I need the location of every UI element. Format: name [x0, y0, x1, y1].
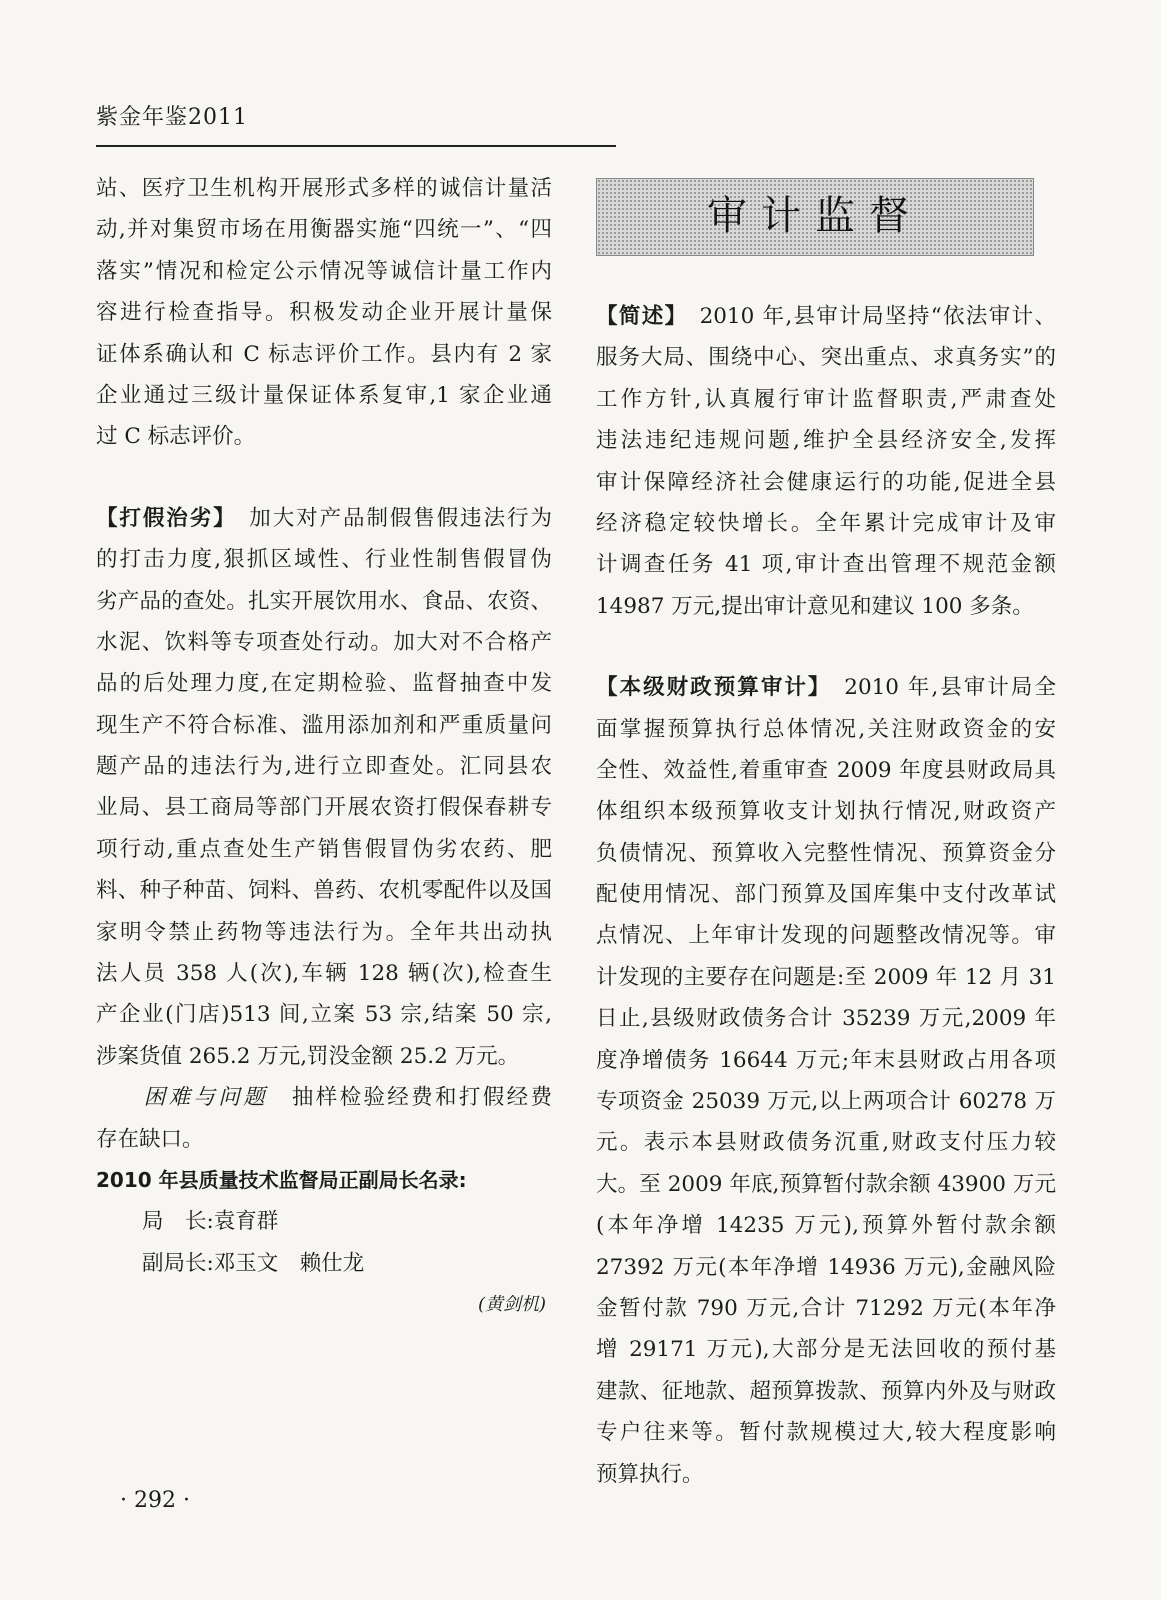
text-line: 全性、效益性,着重审查 2009 年度县财政局具 — [596, 757, 1056, 783]
text-line: 度净增债务 16644 万元;年末县财政占用各项 — [596, 1047, 1056, 1073]
text-line: 配使用情况、部门预算及国库集中支付改革试 — [596, 882, 1056, 908]
roster-director: 局 长:袁育群 — [142, 1209, 279, 1235]
text-line: 日止,县级财政债务合计 35239 万元,2009 年 — [596, 1006, 1056, 1032]
text-line: 违法违纪违规问题,维护全县经济安全,发挥 — [596, 428, 1056, 454]
text-line: 专项资金 25039 万元,以上两项合计 60278 万 — [596, 1089, 1056, 1115]
text-line — [596, 296, 1056, 337]
section-title: 审计监督 — [707, 193, 923, 240]
text-run: 加大对产品制假售假违法行为 — [249, 505, 552, 531]
text-line: 服务大局、围绕中心、突出重点、求真务实”的 — [596, 345, 1056, 371]
left-column — [96, 168, 552, 1326]
text-line: 计调查任务 41 项,审计查出管理不规范金额 — [596, 552, 1056, 578]
text-line: 项行动,重点查处生产销售假冒伪劣农药、肥 — [96, 836, 552, 862]
text-line: 大。至 2009 年底,预算暂付款余额 43900 万元 — [596, 1171, 1056, 1197]
page-number: · 292 · — [120, 1488, 190, 1513]
text-line: 体组织本级预算收支计划执行情况,财政资产 — [596, 799, 1056, 825]
text-line: 存在缺口。 — [96, 1126, 204, 1152]
text-line: 水泥、饮料等专项查处行动。加大对不合格产 — [96, 629, 552, 655]
text-line: 证体系确认和 C 标志评价工作。县内有 2 家 — [96, 341, 552, 367]
text-line: 增 29171 万元),大部分是无法回收的预付基 — [596, 1337, 1056, 1363]
text-line: 落实”情况和检定公示情况等诚信计量工作内 — [96, 258, 552, 284]
paragraph-problems — [96, 1077, 552, 1160]
paragraph-gap — [596, 627, 1056, 667]
author-credit: (黄剑机) — [477, 1294, 546, 1316]
text-line: 27392 万元(本年净增 14936 万元),金融风险 — [596, 1254, 1056, 1280]
text-run: 2010 年,县审计局坚持“依法审计、 — [699, 304, 1056, 329]
paragraph-anti-counterfeit — [96, 498, 552, 1077]
text-line: 题产品的违法行为,进行立即查处。汇同县农 — [96, 754, 552, 780]
paragraph-budget-audit — [596, 667, 1056, 1495]
paragraph-overview — [596, 296, 1056, 627]
text-line: 家明令禁止药物等违法行为。全年共出动执 — [96, 919, 552, 945]
right-column — [596, 170, 1056, 1495]
section-label-anti-counterfeit: 【打假治劣】 — [96, 505, 226, 531]
text-line: 过 C 标志评价。 — [96, 424, 256, 450]
text-line: 点情况、上年审计发现的问题整改情况等。审 — [596, 923, 1056, 949]
text-line: 负债情况、预算收入完整性情况、预算资金分 — [596, 840, 1056, 866]
text-line: 现生产不符合标准、滥用添加剂和严重质量问 — [96, 712, 552, 738]
text-line: 审计保障经济社会健康运行的功能,促进全县 — [596, 469, 1056, 495]
text-line: 业局、县工商局等部门开展农资打假保春耕专 — [96, 795, 552, 821]
roster-deputy: 副局长:邓玉文 赖仕龙 — [142, 1250, 365, 1276]
text-line: 动,并对集贸市场在用衡器实施“四统一”、“四 — [96, 217, 552, 243]
text-line: 面掌握预算执行总体情况,关注财政资金的安 — [596, 716, 1056, 742]
text-line: 品的后处理力度,在定期检验、监督抽查中发 — [96, 671, 552, 697]
text-line: 工作方针,认真履行审计监督职责,严肃查处 — [596, 386, 1056, 412]
text-run: 抽样检验经费和打假经费 — [291, 1085, 552, 1111]
text-line: 站、医疗卫生机构开展形式多样的诚信计量活 — [96, 176, 552, 201]
text-line: 容进行检查指导。积极发动企业开展计量保 — [96, 300, 552, 326]
text-line — [96, 498, 552, 539]
text-line: 的打击力度,狠抓区域性、行业性制售假冒伪 — [96, 547, 552, 573]
section-title-box — [596, 178, 1034, 256]
text-line: 产企业(门店)513 间,立案 53 宗,结案 50 宗, — [96, 1002, 552, 1028]
running-title: 紫金年鉴2011 — [96, 105, 248, 130]
paragraph-metrology — [96, 168, 552, 458]
paragraph-gap — [96, 458, 552, 498]
text-line: 金暂付款 790 万元,合计 71292 万元(本年净 — [596, 1295, 1056, 1321]
text-line: 14987 万元,提出审计意见和建议 100 多条。 — [596, 593, 1034, 619]
text-run: 2010 年,县审计局全 — [844, 675, 1056, 701]
problems-label: 困难与问题 — [143, 1085, 269, 1111]
section-label-overview: 【简述】 — [596, 304, 677, 329]
text-line: 经济稳定较快增长。全年累计完成审计及审 — [596, 510, 1056, 536]
text-line: 建款、征地款、超预算拨款、预算内外及与财政 — [596, 1378, 1056, 1404]
text-line: 计发现的主要存在问题是:至 2009 年 12 月 31 — [596, 964, 1056, 990]
text-line: 预算执行。 — [596, 1461, 704, 1487]
text-line: 元。表示本县财政债务沉重,财政支付压力较 — [596, 1130, 1056, 1156]
header-rule — [96, 145, 616, 147]
roster-title: 2010 年县质量技术监督局正副局长名录: — [96, 1167, 467, 1192]
text-line: 专户往来等。暂付款规模过大,较大程度影响 — [596, 1420, 1056, 1446]
text-line: 涉案货值 265.2 万元,罚没金额 25.2 万元。 — [96, 1043, 520, 1069]
text-line: 劣产品的查处。扎实开展饮用水、食品、农资、 — [96, 588, 552, 614]
text-line: (本年净增 14235 万元),预算外暂付款余额 — [596, 1213, 1056, 1239]
text-line: 企业通过三级计量保证体系复审,1 家企业通 — [96, 382, 552, 408]
text-line: 法人员 358 人(次),车辆 128 辆(次),检查生 — [96, 961, 552, 987]
text-line: 料、种子种苗、饲料、兽药、农机零配件以及国 — [96, 878, 552, 904]
text-line — [596, 667, 1056, 708]
section-label-budget-audit: 【本级财政预算审计】 — [596, 675, 821, 701]
text-line — [96, 1077, 552, 1118]
